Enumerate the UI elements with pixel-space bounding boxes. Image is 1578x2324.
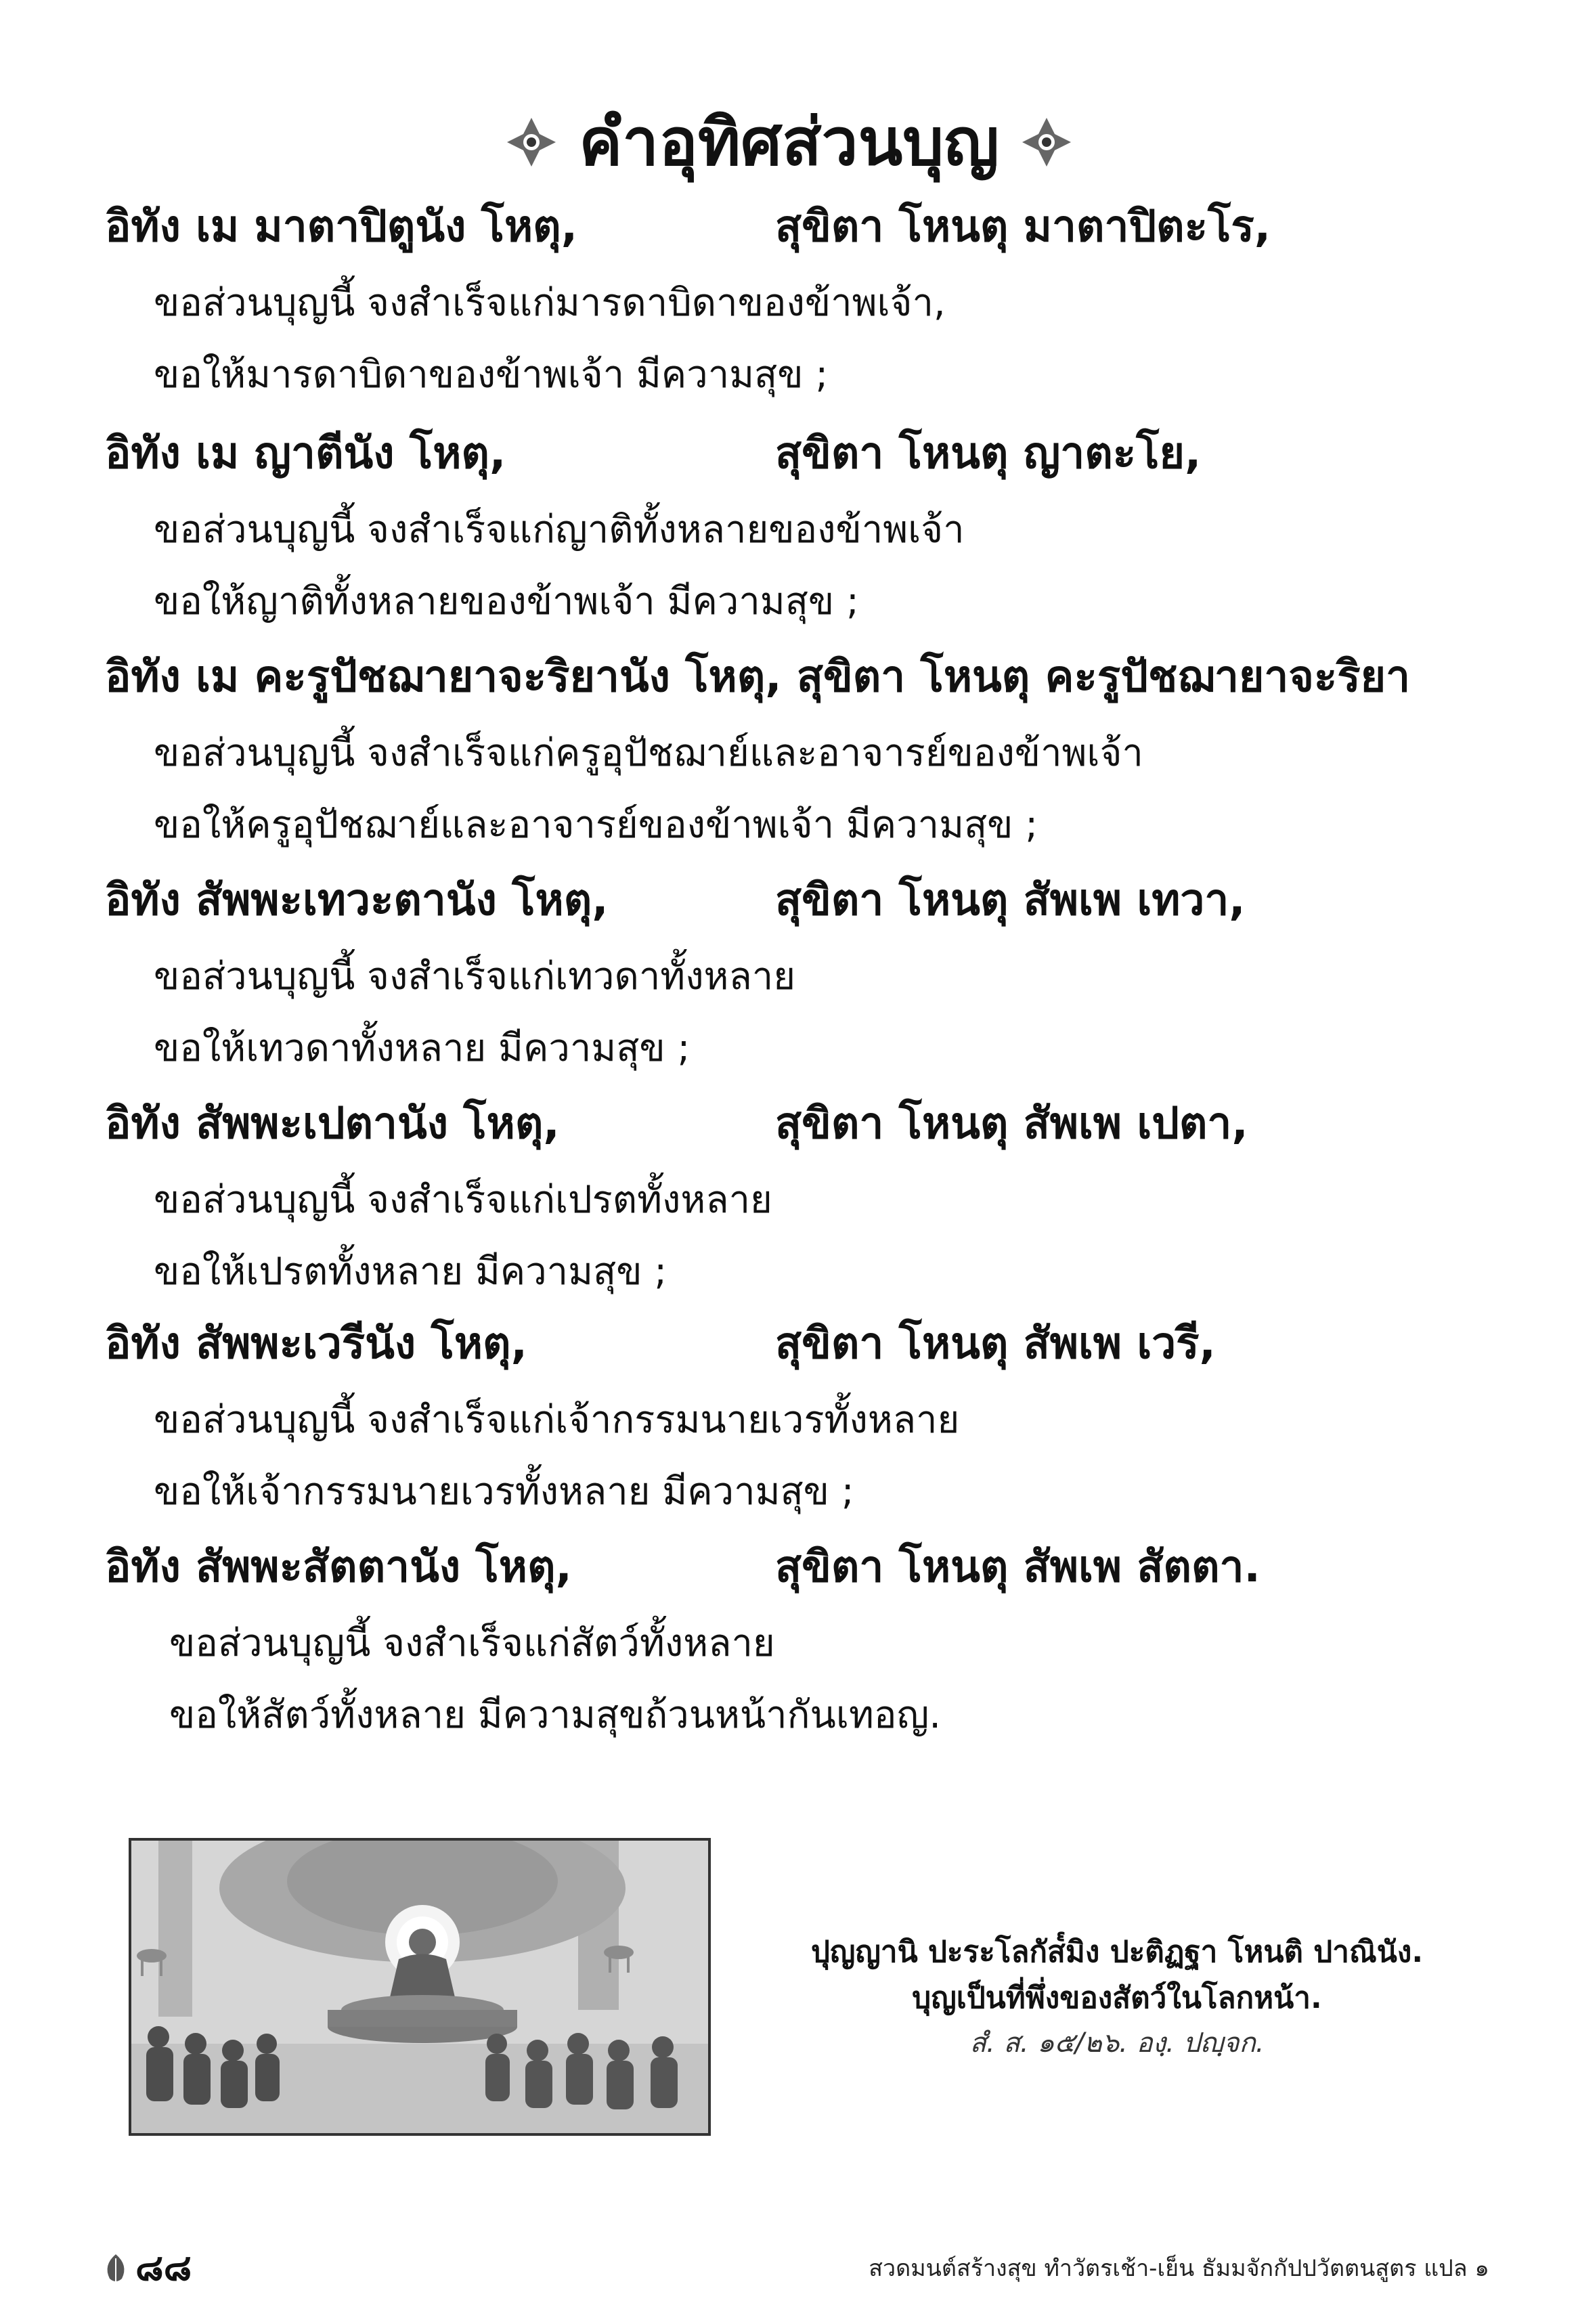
thai-translation-1: ขอส่วนบุญนี้ จงสำเร็จแก่ครูอุปัชฌาย์และอาจารย์ของข้าพเจ้า (154, 731, 1143, 775)
quote-thai: บุญเป็นที่พึ่งของสัตว์ในโลกหน้า. (912, 1981, 1322, 2015)
quote-reference: สํ. ส. ๑๕/๒๖. องฺ. ปญฺจก. (969, 2027, 1265, 2059)
illustration-scene (131, 1841, 708, 2133)
page-title: คำอุทิศส่วนบุญ (579, 104, 999, 180)
verse-enemies (105, 1303, 1493, 1528)
pali-line (105, 1303, 1493, 1384)
thai-translation-1: ขอส่วนบุญนี้ จงสำเร็จแก่มารดาบิดาของข้าพเจ้า, (154, 281, 946, 325)
ornament-right-icon (1020, 115, 1074, 169)
quote-pali: ปุญญานิ ปะระโลกัส๎มิง ปะติฏฐา โหนติ ปาณินัง. (810, 1935, 1424, 1969)
thai-translation-2: ขอให้มารดาบิดาของข้าพเจ้า มีความสุข ; (154, 353, 829, 397)
page-footer (102, 2248, 1489, 2288)
thai-translation-1: ขอส่วนบุญนี้ จงสำเร็จแก่เปรตทั้งหลาย (154, 1178, 772, 1222)
pali-line (105, 1527, 1493, 1608)
thai-translation-2: ขอให้ญาติทั้งหลายของข้าพเจ้า มีความสุข ; (154, 579, 859, 623)
pali-right: สุขิตา โหนตุ สัพเพ สัตตา. (775, 1542, 1261, 1592)
verse-all-beings (105, 1527, 1493, 1751)
thai-translation-2: ขอให้เจ้ากรรมนายเวรทั้งหลาย มีความสุข ; (154, 1470, 854, 1514)
verse-relatives (105, 413, 1493, 638)
thai-translation-2: ขอให้เทวดาทั้งหลาย มีความสุข ; (154, 1026, 691, 1070)
verse-parents (105, 186, 1493, 411)
thai-translation-2: ขอให้สัตว์ทั้งหลาย มีความสุขถ้วนหน้ากันเทอญ. (169, 1693, 942, 1737)
thai-translation-1: ขอส่วนบุญนี้ จงสำเร็จแก่เทวดาทั้งหลาย (154, 955, 796, 999)
pali-right: สุขิตา โหนตุ สัพเพ เปตา, (775, 1099, 1248, 1149)
pali-right: สุขิตา โหนตุ มาตาปิตะโร, (775, 202, 1271, 252)
pali-line (105, 186, 1493, 267)
pali-right: สุขิตา โหนตุ สัพเพ เวรี, (775, 1319, 1216, 1369)
verse-devas (105, 860, 1493, 1084)
pali-line (105, 413, 1493, 494)
book-title: สวดมนต์สร้างสุข ทำวัตรเช้า-เย็น ธัมมจักกัปปวัตตนสูตร แปล ๑ (869, 2255, 1489, 2282)
page-number: ๘๘ (135, 2246, 192, 2289)
thai-translation-1: ขอส่วนบุญนี้ จงสำเร็จแก่ญาติทั้งหลายของข้าพเจ้า (154, 508, 965, 552)
pali-left: อิทัง สัพพะเทวะตานัง โหตุ, (105, 875, 609, 925)
title-row (0, 81, 1578, 203)
pali-quote-block (779, 1929, 1455, 2065)
ornament-left-icon (504, 115, 558, 169)
verse-petas (105, 1083, 1493, 1308)
thai-translation-2: ขอให้เปรตทั้งหลาย มีความสุข ; (154, 1250, 667, 1294)
pali-left: อิทัง เม ญาตีนัง โหตุ, (105, 429, 506, 479)
pali-left: อิทัง สัพพะเวรีนัง โหตุ, (105, 1319, 527, 1369)
pali-right: สุขิตา โหนตุ สัพเพ เทวา, (775, 875, 1246, 925)
verse-teachers (105, 636, 1493, 861)
thai-translation-1: ขอส่วนบุญนี้ จงสำเร็จแก่เจ้ากรรมนายเวรทั้งหลาย (154, 1398, 960, 1442)
pali-line (105, 860, 1493, 941)
pali-left: อิทัง เม มาตาปิตูนัง โหตุ, (105, 202, 578, 252)
pali-line (105, 636, 1493, 718)
pali-left: อิทัง สัพพะเปตานัง โหตุ, (105, 1099, 560, 1149)
pali-line (105, 1083, 1493, 1164)
thai-translation-2: ขอให้ครูอุปัชฌาย์และอาจารย์ของข้าพเจ้า มีความสุข ; (154, 803, 1038, 847)
pali-left: อิทัง สัพพะสัตตานัง โหตุ, (105, 1542, 572, 1592)
thai-translation-1: ขอส่วนบุญนี้ จงสำเร็จแก่สัตว์ทั้งหลาย (169, 1621, 775, 1665)
leaf-icon (102, 2253, 130, 2284)
pali-full: อิทัง เม คะรูปัชฌายาจะริยานัง โหตุ, สุขิตา โหนตุ คะรูปัชฌายาจะริยา (105, 652, 1410, 702)
buddha-teaching-illustration (129, 1838, 711, 2136)
pali-right: สุขิตา โหนตุ ญาตะโย, (775, 429, 1202, 479)
